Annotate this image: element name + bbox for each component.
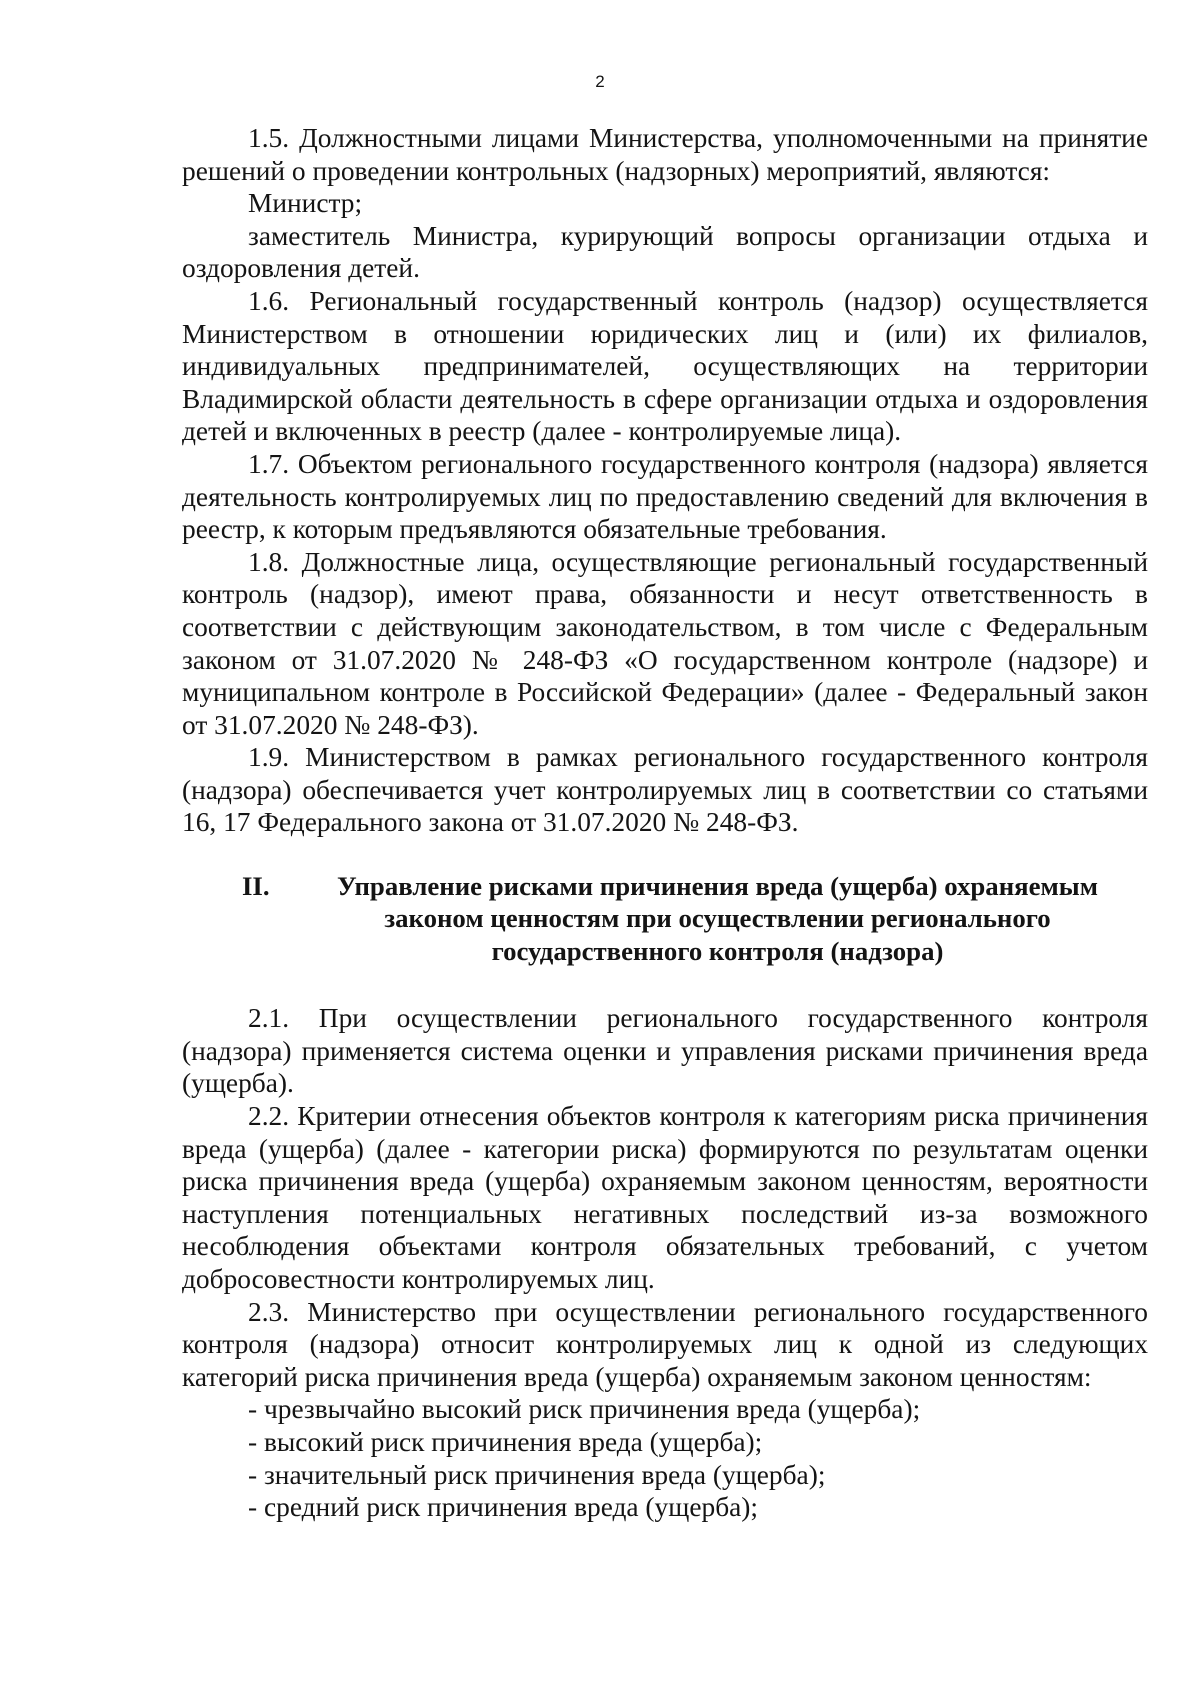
section-number: II. xyxy=(242,871,270,902)
section-title: Управление рисками причинения вреда (ущерба) охраняемым законом ценностям при осуществлении регионального государственного контроля (надзора) xyxy=(337,871,1098,966)
paragraph-1-9: 1.9. Министерством в рамках регионального государственного контроля (надзора) обеспечивается учет контролируемых лиц в соответствии со статьями 16, 17 Федерального закона от 31.07.2020 № 248-ФЗ. xyxy=(182,742,1148,838)
paragraph-1-5-minister: Министр; xyxy=(248,188,363,219)
list-item: - чрезвычайно высокий риск причинения вреда (ущерба); xyxy=(248,1394,921,1425)
list-item: - значительный риск причинения вреда (ущерба); xyxy=(248,1459,826,1490)
section-heading xyxy=(182,870,1148,967)
list-item: - средний риск причинения вреда (ущерба); xyxy=(248,1492,759,1523)
paragraph-1-6: 1.6. Региональный государственный контроль (надзор) осуществляется Министерством в отношении юридических лиц и (или) их филиалов, индивидуальных предпринимателей, осуществляющих на территории Владимирской области деятельность в сфере организации отдыха и оздоровления детей и включенных в реестр (далее - контролируемые лица). xyxy=(182,285,1148,447)
paragraph-1-5-deputy: заместитель Министра, курирующий вопросы организации отдыха и оздоровления детей. xyxy=(182,220,1148,284)
paragraph-1-5: 1.5. Должностными лицами Министерства, уполномоченными на принятие решений о проведении контрольных (надзорных) мероприятий, являются: xyxy=(182,123,1148,186)
paragraph-2-2: 2.2. Критерии отнесения объектов контроля к категориям риска причинения вреда (ущерба) (далее - категории риска) формируются по результатам оценки риска причинения вреда (ущерба) охраняемым законом ценностям, вероятности наступления потенциальных негативных последствий из-за возможного несоблюдения объектами контроля обязательных требований, с учетом добросовестности контролируемых лиц. xyxy=(182,1101,1148,1295)
document-body xyxy=(182,122,1148,1524)
list-item: - высокий риск причинения вреда (ущерба); xyxy=(248,1427,763,1457)
paragraph-1-8: 1.8. Должностные лица, осуществляющие региональный государственный контроль (надзор), имеют права, обязанности и несут ответственность в соответствии с действующим законодательством, в том числе с Федеральным законом от 31.07.2020 № 248-ФЗ «О государственном контроле (надзоре) и муниципальном контроле в Российской Федерации» (далее - Федеральный закон от 31.07.2020 № 248-ФЗ). xyxy=(182,546,1148,740)
paragraph-2-1: 2.1. При осуществлении регионального государственного контроля (надзора) применяется система оценки и управления рисками причинения вреда (ущерба). xyxy=(182,1003,1148,1099)
paragraph-1-7: 1.7. Объектом регионального государственного контроля (надзора) является деятельность контролируемых лиц по предоставлению сведений для включения в реестр, к которым предъявляются обязательные требования. xyxy=(182,448,1148,545)
paragraph-2-3: 2.3. Министерство при осуществлении регионального государственного контроля (надзора) относит контролируемых лиц к одной из следующих категорий риска причинения вреда (ущерба) охраняемым законом ценностям: xyxy=(182,1296,1148,1392)
page-number: 2 xyxy=(595,72,605,91)
